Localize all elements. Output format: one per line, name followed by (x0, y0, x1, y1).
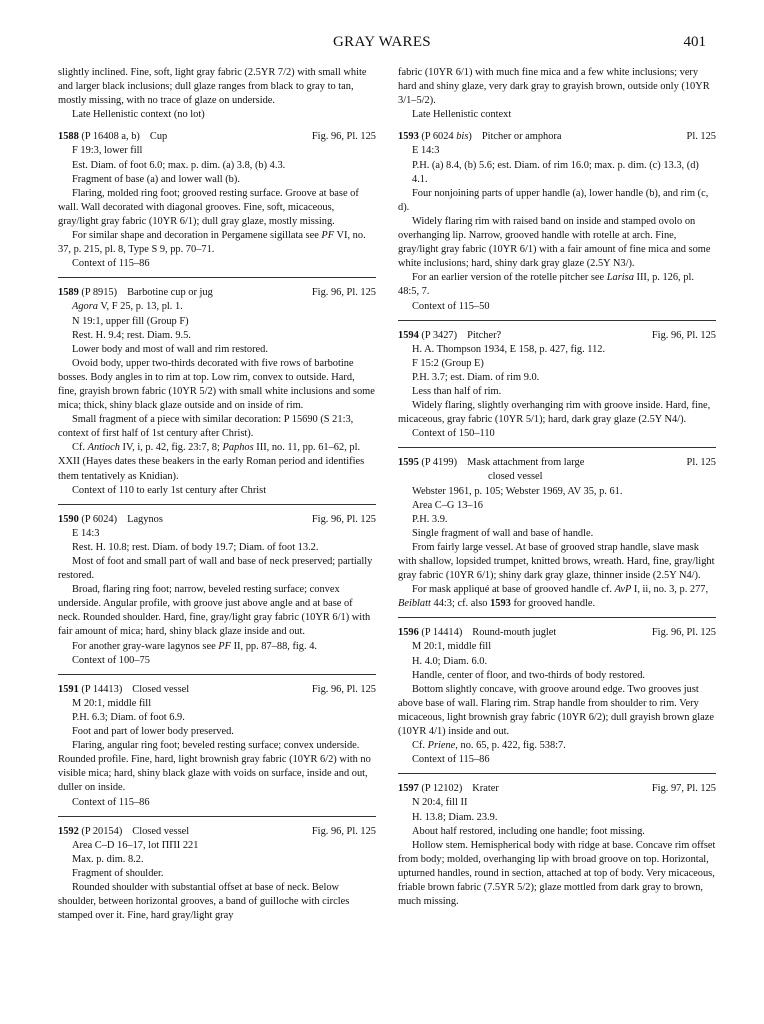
inventory-number: (P 12102) (421, 783, 463, 795)
catalogue-entry-1595 (398, 456, 716, 611)
entry-number: 1595 (398, 457, 419, 469)
catalogue-entry-1589 (58, 286, 376, 497)
entry-title: Closed vessel (132, 683, 190, 695)
description: Flaring, angular ring foot; beveled resting surface; convex underside. Rounded profile. Fine, hard, light brownish gray fabric (10YR 6/2) with no visible mica; hard, shiny black glaze with voids on surface, inside and out, duller on inside. (58, 740, 371, 794)
description: Widely flaring rim with raised band on inside and stamped ovolo on overhanging lip. Narrow, grooved handle with rotelle at arch. Fine, gray/light gray fabric (10YR 6/1) with a fair amount of fine mica and some white inclusions; hard, shiny dark gray glaze (2.5Y N3/). (398, 215, 711, 270)
catalogue-entry-1597 (398, 782, 716, 909)
comparanda: For an earlier version of the rotelle pitcher see Larisa III, p. 126, pl. 48:5, 7. (398, 272, 694, 298)
entry-divider (58, 816, 376, 817)
entry-divider (58, 277, 376, 278)
entry-heading (398, 456, 716, 470)
figure-reference: Fig. 96, Pl. 125 (311, 287, 376, 299)
entry-title-continued: closed vessel (488, 471, 543, 483)
deposit: E 14:3 (72, 527, 100, 539)
inventory-number: (P 8915) (81, 287, 118, 299)
entry-title: Pitcher? (467, 329, 502, 341)
context: Context of 115–50 (412, 300, 490, 312)
context: Context of 115–86 (72, 796, 150, 808)
description: Hollow stem. Hemispherical body with ridge at base. Concave rim offset from body; molded, overhanging lip with broad groove on top. Horizontal, upturned handles, round in section, attached at top of body. Very micaceous, friable brown fabric (7.5YR 5/2); glaze mottled from dark gray to brown, much missing. (398, 839, 716, 908)
intro-text: slightly inclined. Fine, soft, light gray fabric (2.5YR 7/2) with small white and larger black inclusions; dull glaze ranges from black to gray to tan, mostly missing, with no trace of glaze on underside. (58, 67, 367, 107)
page-header (58, 34, 706, 54)
preservation: Most of foot and small part of wall and base of neck preserved; partially restored. (58, 556, 373, 582)
entry-title: Krater (472, 783, 499, 795)
dimensions: P.H. 6.3; Diam. of foot 6.9. (72, 711, 185, 723)
preservation: Single fragment of wall and base of handle. (412, 527, 594, 539)
entry-number: 1589 (58, 287, 79, 299)
dimensions: P.H. (a) 8.4, (b) 5.6; est. Diam. of rim 16.0; max. p. dim. (c) 13.3, (d) 4.1. (412, 159, 699, 185)
intro-context: Late Hellenistic context (no lot) (72, 109, 205, 121)
deposit: N 20:4, fill II (412, 797, 468, 809)
entry-divider (58, 674, 376, 675)
preservation: Foot and part of lower body preserved. (72, 726, 234, 738)
catalogue-entry-1596 (398, 626, 716, 767)
entry-title: Closed vessel (132, 825, 190, 837)
entry-number: 1594 (398, 329, 419, 341)
figure-reference: Fig. 96, Pl. 125 (651, 627, 716, 639)
figure-reference: Fig. 96, Pl. 125 (311, 513, 376, 525)
description: Broad, flaring ring foot; narrow, beveled resting surface; convex underside. Angular profile, with groove just above angle and at base of neck. Rounded shoulder. Hard, fine, gray/light gray fabric (10YR 6/1) with fair amount of mica; hard, shiny black glaze inside and out. (58, 584, 371, 638)
running-title: GRAY WARES (333, 34, 431, 50)
description: Bottom slightly concave, with groove around edge. Two grooves just above base of wall. Flaring rim. Strap handle from shoulder to rim. Very micaceous, light brownish gray fabric (10YR 6/2); dull grayish brown glaze (10YR 4/1) inside and out. (398, 683, 714, 738)
entry-heading (58, 130, 376, 144)
preservation: Lower body and most of wall and rim restored. (72, 343, 268, 355)
preservation: Four nonjoining parts of upper handle (a), lower handle (b), and rim (c, d). (398, 187, 709, 213)
deposit: Area C–G 13–16 (412, 499, 483, 511)
catalogue-entry-1593 (398, 130, 716, 313)
catalogue-entry-1592 (58, 825, 376, 924)
entry-number: 1590 (58, 513, 79, 525)
entry-divider (398, 320, 716, 321)
inventory-number: (P 4199) (421, 457, 458, 469)
catalogue-entry-1594 (398, 329, 716, 442)
entry-number: 1597 (398, 783, 419, 795)
description: Widely flaring, slightly overhanging rim with groove inside. Hard, fine, micaceous, gray fabric (10YR 5/1); hard, dark gray glaze (2.5Y N4/). (398, 400, 711, 426)
entry-divider (398, 773, 716, 774)
dimensions: Rest. H. 10.8; rest. Diam. of body 19.7; Diam. of foot 13.2. (72, 541, 319, 553)
entry-heading (398, 130, 716, 144)
preservation: About half restored, including one handle; foot missing. (412, 825, 645, 837)
similar-fragment: Small fragment of a piece with similar decoration: P 15690 (S 21:3, context of first half of 1st century after Christ). (58, 414, 354, 440)
publication-reference: Webster 1961, p. 105; Webster 1969, AV 35, p. 61. (412, 485, 623, 497)
entry-heading (398, 329, 716, 343)
context: Context of 110 to early 1st century after Christ (72, 484, 267, 496)
preservation: Less than half of rim. (412, 385, 502, 397)
deposit: N 19:1, upper fill (Group F) (72, 315, 189, 327)
comparanda: Cf. Antioch IV, i, p. 42, fig. 23:7, 8; Paphos III, no. 11, pp. 61–62, pl. XXII (Hayes dates these beakers in the early Roman period and identifies them tentatively as Knidian). (58, 442, 365, 482)
inventory-number: (P 20154) (81, 825, 123, 837)
deposit: E 14:3 (412, 145, 440, 157)
catalogue-entry-1588 (58, 130, 376, 271)
inventory-number: (P 16408 a, b) (81, 131, 140, 143)
inventory-number: (P 14413) (81, 683, 123, 695)
entry-heading (58, 683, 376, 697)
context: Context of 150–110 (412, 428, 495, 440)
deposit: M 20:1, middle fill (72, 697, 152, 709)
description: Flaring, molded ring foot; grooved resting surface. Groove at base of wall. Wall decorated with diagonal grooves. Fine, soft, micaceous, gray/light gray fabric (10YR 6/1); dull gray glaze, mostly missing. (58, 187, 359, 227)
context: Context of 115–86 (72, 258, 150, 270)
comparanda: For similar shape and decoration in Pergamene sigillata see PF VI, no. 37, p. 215, pl. 8, Type S 9, pp. 70–71. (58, 230, 366, 256)
dimensions: P.H. 3.7; est. Diam. of rim 9.0. (412, 371, 540, 383)
dimensions: Max. p. dim. 8.2. (72, 853, 144, 865)
context: Late Hellenistic context (412, 109, 512, 121)
dimensions: H. 4.0; Diam. 6.0. (412, 655, 488, 667)
entry-heading (58, 286, 376, 300)
entry-heading (58, 513, 376, 527)
figure-reference: Fig. 96, Pl. 125 (311, 825, 376, 837)
preservation: Handle, center of floor, and two-thirds of body restored. (412, 669, 646, 681)
preservation: Fragment of base (a) and lower wall (b). (72, 173, 240, 185)
dimensions: H. 13.8; Diam. 23.9. (412, 811, 498, 823)
figure-reference: Pl. 125 (686, 457, 716, 469)
figure-reference: Fig. 96, Pl. 125 (651, 329, 716, 341)
entry-title: Round-mouth juglet (472, 627, 557, 639)
context: Context of 115–86 (412, 754, 490, 766)
inventory-number: (P 3427) (421, 329, 458, 341)
deposit: M 20:1, middle fill (412, 641, 492, 653)
inventory-number: (P 14414) (421, 627, 463, 639)
entry-divider (398, 617, 716, 618)
figure-reference: Fig. 96, Pl. 125 (311, 131, 376, 143)
publication-reference: H. A. Thompson 1934, E 158, p. 427, fig. 112. (412, 343, 606, 355)
publication-reference: Agora V, F 25, p. 13, pl. 1. (72, 301, 183, 313)
entry-number: 1591 (58, 683, 79, 695)
page-number: 401 (683, 34, 706, 50)
dimensions: Rest. H. 9.4; rest. Diam. 9.5. (72, 329, 191, 341)
inventory-number: (P 6024 bis) (421, 131, 472, 143)
catalogue-entry-1590 (58, 513, 376, 668)
dimensions: Est. Diam. of foot 6.0; max. p. dim. (a) 3.8, (b) 4.3. (72, 159, 286, 171)
figure-reference: Fig. 97, Pl. 125 (651, 783, 716, 795)
right-column (398, 66, 716, 909)
comparanda: For mask appliqué at base of grooved handle cf. AvP I, ii, no. 3, p. 277, Beiblatt 44:3; cf. also 1593 for grooved handle. (398, 584, 709, 610)
entry-title: Cup (149, 131, 168, 143)
entry-title: Lagynos (127, 513, 163, 525)
entry-number: 1596 (398, 627, 419, 639)
entry-heading (58, 825, 376, 839)
entry-divider (58, 504, 376, 505)
dimensions: P.H. 3.9. (412, 513, 448, 525)
deposit: Area C–D 16–17, lot ΠΠΙ 221 (72, 839, 199, 851)
comparanda: Cf. Priene, no. 65, p. 422, fig. 538:7. (412, 740, 566, 752)
entry-divider (398, 447, 716, 448)
deposit: F 15:2 (Group E) (412, 357, 484, 369)
entry-heading (398, 782, 716, 796)
entry-number: 1588 (58, 131, 79, 143)
figure-reference: Pl. 125 (686, 131, 716, 143)
description: Ovoid body, upper two-thirds decorated with five rows of barbotine bosses. Body angles in to rim at top. Low rim, convex to outside. Hard, fine, grayish brown fabric (10YR 5/2) with small white inclusions and some mica; thick, shiny black glaze outside and on inside of rim. (58, 357, 375, 412)
description: From fairly large vessel. At base of grooved strap handle, slave mask with shallow, lopsided trumpet, knitted brows, wreath. Hard, fine, gray/light gray fabric (10YR 6/1); shiny dark gray glaze, thinner inside (2.5Y N4/). (398, 541, 715, 582)
preservation: Fragment of shoulder. (72, 867, 164, 879)
entry-title: Barbotine cup or jug (127, 287, 213, 299)
catalogue-entry-1591 (58, 683, 376, 810)
description: Rounded shoulder with substantial offset at base of neck. Below shoulder, between horizontal grooves, a band of guilloche with circles stamped over it. Fine, hard gray/light gray (58, 881, 350, 922)
inventory-number: (P 6024) (81, 513, 118, 525)
entry-number: 1593 (398, 131, 419, 143)
left-column (58, 66, 376, 923)
entry-title: Mask attachment from large (467, 457, 585, 469)
entry-heading (398, 626, 716, 640)
entry-number: 1592 (58, 825, 79, 837)
continued-text: fabric (10YR 6/1) with much fine mica and a few white inclusions; very hard and shiny glaze, very dark gray to grayish brown, outside only (10YR 3/1–5/2). (398, 67, 710, 107)
context: Context of 100–75 (72, 654, 150, 666)
deposit: F 19:3, lower fill (72, 145, 143, 157)
entry-title: Pitcher or amphora (481, 131, 562, 143)
figure-reference: Fig. 96, Pl. 125 (311, 683, 376, 695)
comparanda: For another gray-ware lagynos see PF II, pp. 87–88, fig. 4. (72, 640, 317, 652)
